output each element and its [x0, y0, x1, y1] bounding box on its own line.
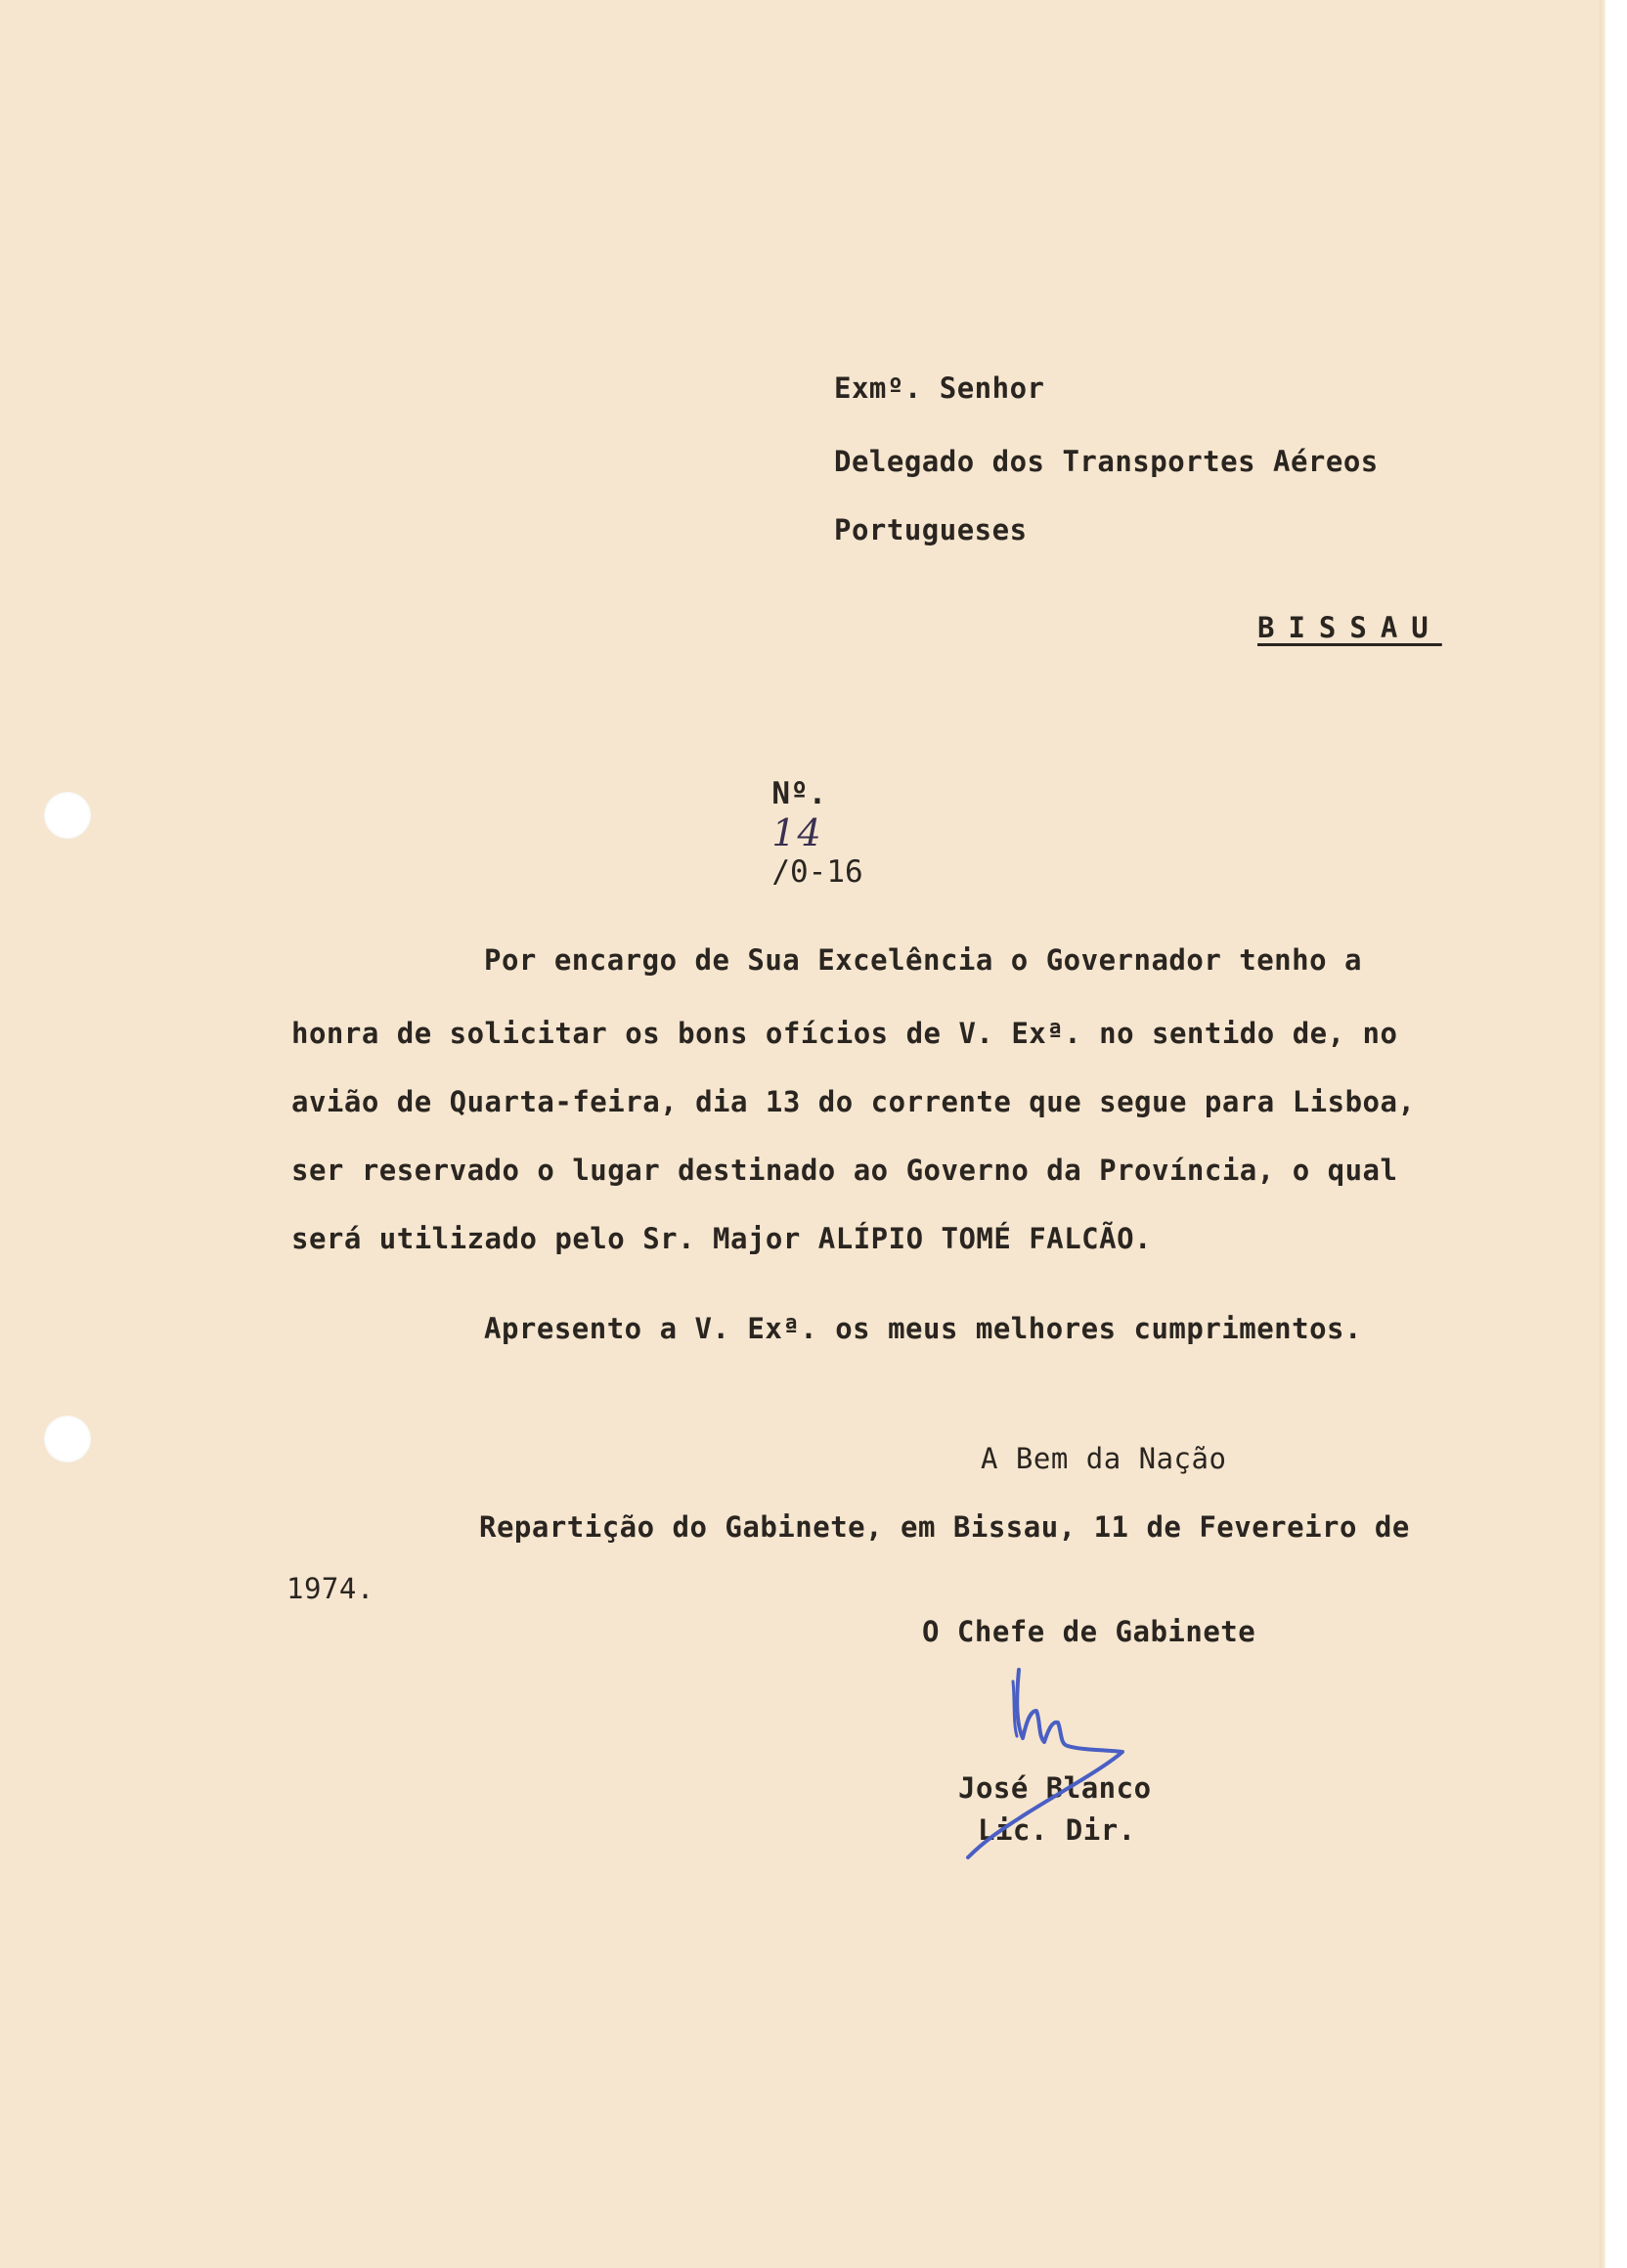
closing-place-date: Repartição do Gabinete, em Bissau, 11 de Fevereiro de — [479, 1510, 1410, 1544]
recipient-line-1: Delegado dos Transportes Aéreos — [834, 445, 1379, 478]
reference-handwritten-number: 14 — [771, 811, 823, 854]
handwritten-signature — [958, 1652, 1183, 1867]
closing-year: 1974. — [286, 1572, 374, 1605]
body-paragraph-1-line-1: Por encargo de Sua Excelência o Governador tenho a — [484, 943, 1362, 977]
recipient-line-2: Portugueses — [834, 513, 1028, 546]
signatory-name: José Blanco — [958, 1771, 1152, 1805]
body-paragraph-2: Apresento a V. Exª. os meus melhores cumprimentos. — [484, 1312, 1362, 1345]
recipient-city: BISSAU — [1257, 611, 1442, 644]
closing-motto: A Bem da Nação — [981, 1442, 1227, 1475]
body-paragraph-1-line-5: será utilizado pelo Sr. Major ALÍPIO TOMÉ FALCÃO. — [291, 1222, 1153, 1255]
body-paragraph-1-line-2: honra de solicitar os bons ofícios de V. Exª. no sentido de, no — [291, 1017, 1398, 1050]
recipient-salutation: Exmº. Senhor — [834, 371, 1045, 405]
reference-prefix: Nº. — [771, 776, 827, 811]
body-paragraph-1-line-4: ser reservado o lugar destinado ao Governo da Província, o qual — [291, 1154, 1398, 1187]
paper-edge — [1605, 0, 1627, 2268]
signatory-degree: Lic. Dir. — [978, 1813, 1136, 1847]
reference-suffix: /0-16 — [771, 854, 863, 890]
body-paragraph-1-line-3: avião de Quarta-feira, dia 13 do corrente que segue para Lisboa, — [291, 1085, 1416, 1118]
reference-number — [735, 741, 863, 890]
closing-title: O Chefe de Gabinete — [922, 1615, 1256, 1648]
punch-hole-bottom — [44, 1416, 91, 1462]
punch-hole-top — [44, 792, 91, 839]
